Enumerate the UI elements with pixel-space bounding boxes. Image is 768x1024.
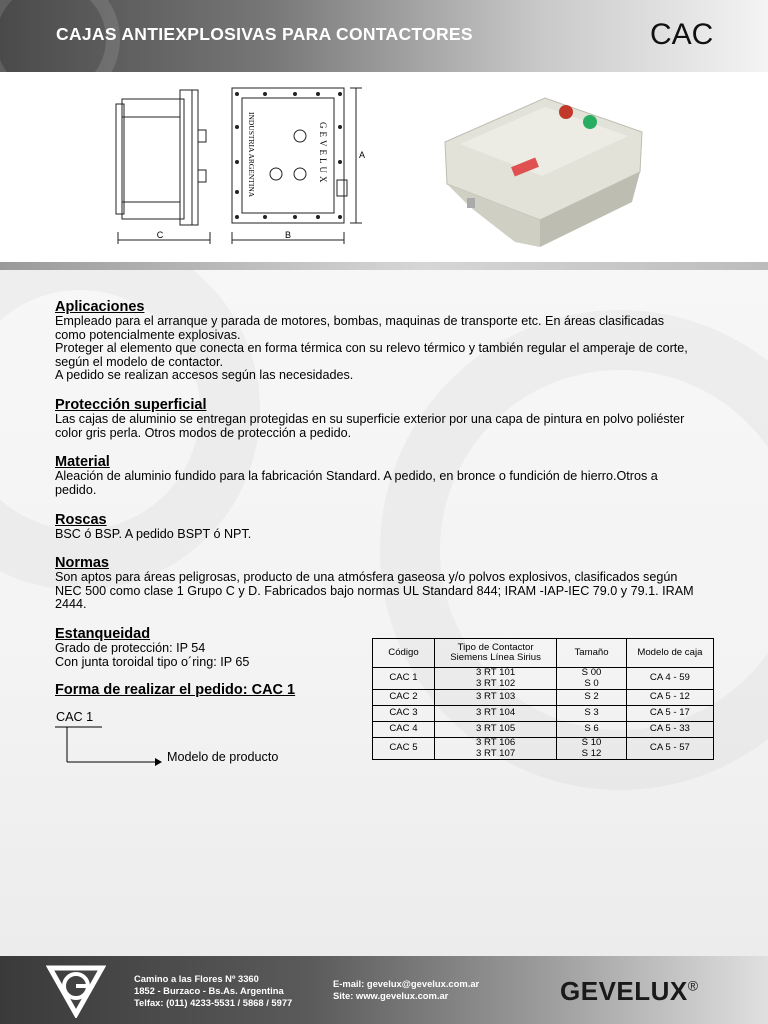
table-row [373, 690, 714, 706]
text-line: como potencialmente explosivas. [55, 327, 241, 342]
section-title: Protección superficial [55, 397, 207, 413]
phone-line: Telfax: (011) 4233-5531 / 5868 / 5977 [134, 997, 293, 1008]
text-line: Grado de protección: IP 54 [55, 641, 206, 655]
cell-tamano: S 10 S 12 [557, 738, 627, 760]
text-line: Proteger al elemento que conecta en forma térmica con su relevo térmico y también regular el amperaje de corte, [55, 341, 688, 356]
brand-name [560, 976, 699, 1007]
header-codigo: Código [373, 639, 435, 668]
side-view-flange [180, 90, 192, 225]
email-link[interactable]: E-mail: gevelux@gevelux.com.ar [333, 978, 480, 989]
text-line: A pedido se realizan accesos según las necesidades. [55, 368, 354, 383]
website-link[interactable]: Site: www.gevelux.com.ar [333, 990, 449, 1001]
dim-label-a: A [358, 150, 366, 160]
section-proteccion [55, 397, 715, 440]
header-banner [0, 0, 768, 72]
enclosure-photo [445, 98, 642, 247]
text-line: pedido. [55, 482, 97, 497]
green-lamp-icon [583, 115, 597, 129]
cell-codigo: CAC 4 [373, 722, 435, 738]
header-tamano: Tamaño [557, 639, 627, 668]
section-aplicaciones [55, 299, 715, 383]
text-line: BSC ó BSP. A pedido BSPT ó NPT. [55, 527, 252, 541]
cell-tipo: 3 RT 103 [434, 690, 556, 706]
text-line: Las cajas de aluminio se entregan protegidas en su superficie exterior por una capa de pintura en polvo poliéster [55, 412, 685, 426]
table-row [373, 706, 714, 722]
spec-table [372, 638, 714, 760]
text-line: NEC 500 como clase 1 Grupo C y D. Fabricados bajo normas UL Standard 844; IRAM -IAP-IEC 79.0 y 79.1. IRAM [55, 583, 694, 598]
cell-codigo: CAC 2 [373, 690, 435, 706]
cell-tamano: S 6 [557, 722, 627, 738]
dim-label-c: C [156, 230, 164, 240]
footer-address [134, 973, 292, 1009]
cell-tamano: S 3 [557, 706, 627, 722]
page-title: CAJAS ANTIEXPLOSIVAS PARA CONTACTORES [56, 24, 473, 44]
header-separator [0, 262, 768, 270]
section-title: Estanqueidad [55, 626, 151, 642]
cell-codigo: CAC 1 [373, 668, 435, 690]
product-images [0, 72, 768, 264]
section-roscas [55, 512, 715, 542]
footer-contact [333, 978, 479, 1002]
cell-tamano: S 00 S 0 [557, 668, 627, 690]
text-line: color gris perla. Otros modos de protección a pedido. [55, 425, 352, 440]
cell-modelo: CA 5 - 17 [626, 706, 713, 722]
cell-modelo: CA 5 - 12 [626, 690, 713, 706]
header-modelo: Modelo de caja [626, 639, 713, 668]
order-code: CAC 1 [56, 710, 94, 724]
order-model-label: Modelo de producto [167, 750, 279, 764]
table-row [373, 668, 714, 690]
product-code: CAC [650, 18, 714, 51]
gevelux-logo-icon [46, 962, 106, 1018]
cell-tipo: 3 RT 104 [434, 706, 556, 722]
cell-tamano: S 2 [557, 690, 627, 706]
order-arrow [55, 724, 165, 774]
red-lamp-icon [559, 105, 573, 119]
text-line: 2444. [55, 597, 87, 612]
cell-tipo: 3 RT 105 [434, 722, 556, 738]
technical-drawing [0, 72, 768, 264]
registered-mark: ® [687, 977, 699, 994]
text-line: según el modelo de contactor. [55, 354, 224, 369]
text-line: Aleación de aluminio fundido para la fabricación Standard. A pedido, en bronce o fundición de hierro.Otros a [55, 469, 658, 483]
dim-label-b: B [284, 230, 292, 240]
cell-tipo: 3 RT 106 3 RT 107 [434, 738, 556, 760]
section-title: Forma de realizar el pedido: CAC 1 [55, 682, 296, 698]
plate-industria-text: INDUSTRIA ARGENTINA [247, 112, 256, 198]
section-normas [55, 555, 715, 612]
cell-codigo: CAC 3 [373, 706, 435, 722]
text-line: Con junta toroidal tipo o´ring: IP 65 [55, 654, 250, 669]
cell-modelo: CA 4 - 59 [626, 668, 713, 690]
table-row [373, 738, 714, 760]
text-line: Son aptos para áreas peligrosas, producto de una atmósfera gaseosa y/o polvos explosivos, clasificados según [55, 570, 678, 584]
section-title: Roscas [55, 512, 107, 528]
section-pedido [55, 682, 355, 698]
plate-brand-text: GEVELUX [318, 122, 328, 186]
section-title: Aplicaciones [55, 299, 145, 315]
brand-text: GEVELUX [560, 976, 688, 1006]
cell-codigo: CAC 5 [373, 738, 435, 760]
cell-tipo: 3 RT 101 3 RT 102 [434, 668, 556, 690]
section-title: Material [55, 454, 110, 470]
section-material [55, 454, 715, 497]
header-tipo: Tipo de Contactor Siemens Línea Sirius [434, 639, 556, 668]
section-title: Normas [55, 555, 109, 571]
address-line: 1852 - Burzaco - Bs.As. Argentina [134, 985, 284, 996]
cell-modelo: CA 5 - 57 [626, 738, 713, 760]
table-header-row [373, 639, 714, 668]
cell-modelo: CA 5 - 33 [626, 722, 713, 738]
table-row [373, 722, 714, 738]
section-estanqueidad [55, 626, 355, 669]
address-line: Camino a las Flores Nº 3360 [134, 973, 259, 984]
text-line: Empleado para el arranque y parada de motores, bombas, maquinas de transporte etc. En áreas clasificadas [55, 314, 665, 328]
